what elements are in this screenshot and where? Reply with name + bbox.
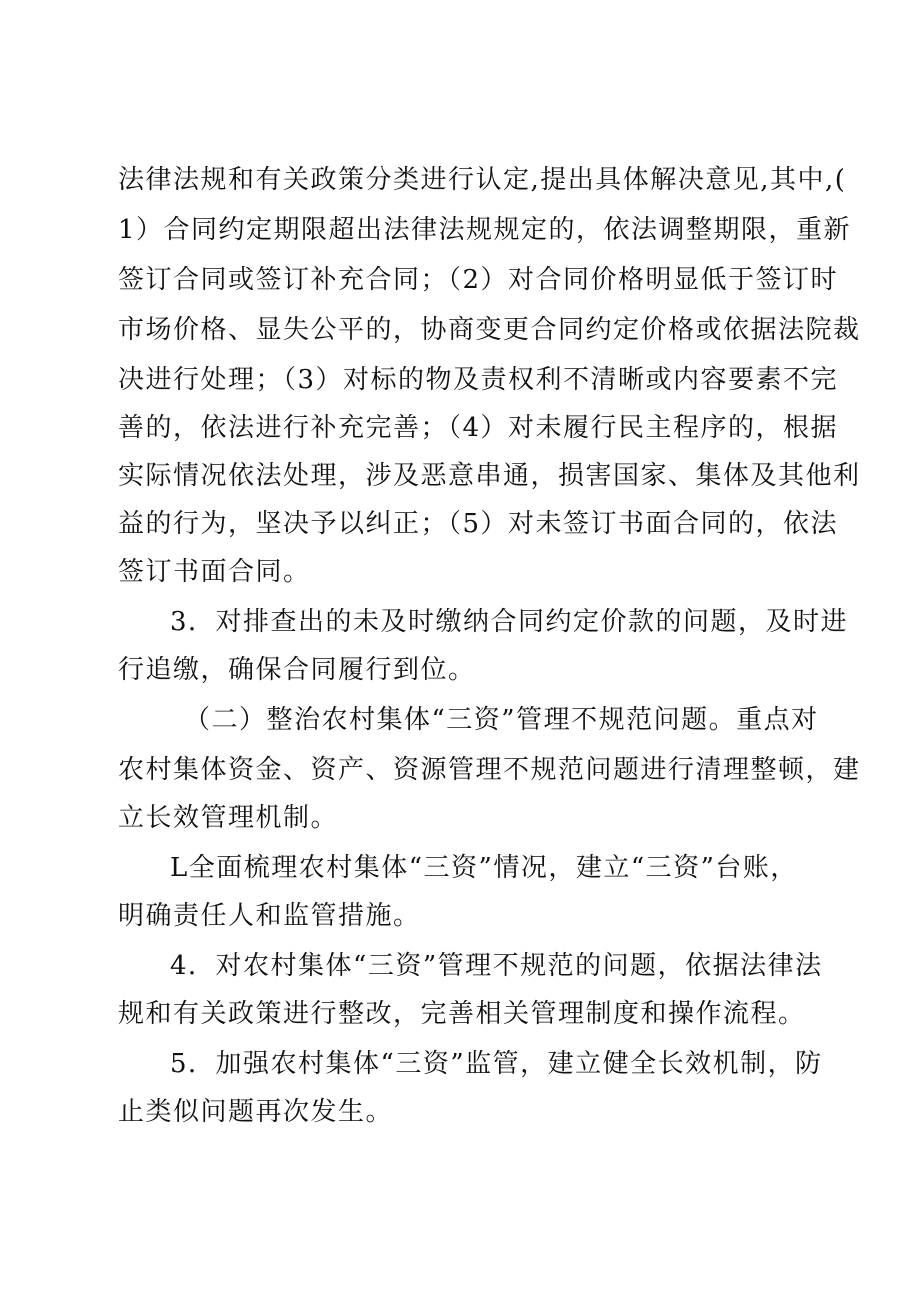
text-line: 决进行处理；（3）对标的物及责权利不清晰或内容要素不完 [118, 365, 839, 395]
text-line: 签订书面合同。 [118, 557, 311, 587]
text-line: L全面梳理农村集体“三资”情况，建立“三资”台账， [170, 853, 798, 883]
text-line: 5．加强农村集体“三资”监管，建立健全长效机制，防 [170, 1049, 823, 1079]
text-line: 明确责任人和监管措施。 [118, 901, 421, 931]
text-line: 行追缴，确保合同履行到位。 [118, 655, 476, 685]
text-line: 规和有关政策进行整改，完善相关管理制度和操作流程。 [118, 999, 806, 1029]
text-line: 实际情况依法处理，涉及恶意串通，损害国家、集体及其他利 [118, 461, 861, 491]
text-line: 1）合同约定期限超出法律法规规定的，依法调整期限，重新 [118, 215, 852, 245]
text-line: 4．对农村集体“三资”管理不规范的问题，依据法律法 [170, 951, 823, 981]
text-line: 善的，依法进行补充完善；（4）对未履行民主程序的，根据 [118, 413, 839, 443]
section-heading: （二）整治农村集体“三资”管理不规范问题。重点对 [184, 705, 819, 735]
text-line: 农村集体资金、资产、资源管理不规范问题进行清理整顿，建 [118, 755, 861, 785]
text-line: 益的行为，坚决予以纠正；（5）对未签订书面合同的，依法 [118, 509, 839, 539]
text-line: 签订合同或签订补充合同；（2）对合同价格明显低于签订时 [118, 265, 839, 295]
text-line: 市场价格、显失公平的，协商变更合同约定价格或依据法院裁 [118, 315, 861, 345]
text-line: 止类似问题再次发生。 [118, 1097, 394, 1127]
text-line: 法律法规和有关政策分类进行认定,提出具体解决意见,其中,( [118, 165, 847, 195]
text-line: 立长效管理机制。 [118, 803, 339, 833]
text-line: 3．对排查出的未及时缴纳合同约定价款的问题，及时进 [170, 607, 849, 637]
